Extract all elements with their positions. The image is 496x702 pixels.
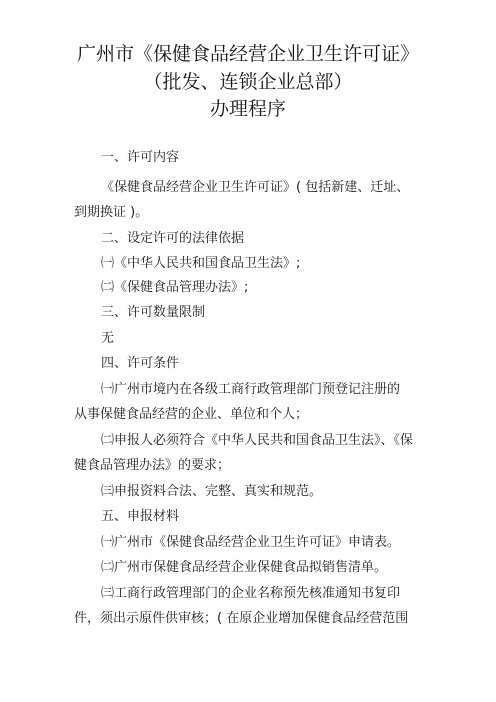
section-4-item-3: ㈢申报资料合法、完整、真实和规范。: [101, 484, 323, 499]
section-4-item-2-line-2: 健食品管理办法》的要求；: [74, 458, 231, 473]
section-5-heading: 五、申报材料: [101, 509, 180, 524]
section-5-item-3-line-2: 件，须出示原件供审核；( 在原企业增加保健食品经营范围: [74, 611, 409, 626]
section-4-item-1-line-2: 从事保健食品经营的企业、单位和个人；: [74, 407, 309, 422]
section-4-item-1-line-1: ㈠广州市境内在各级工商行政管理部门预登记注册的: [101, 382, 401, 397]
section-2-item-1: ㈠《中华人民共和国食品卫生法》;: [101, 256, 301, 271]
section-1-heading: 一、许可内容: [101, 150, 180, 165]
section-2-heading: 二、设定许可的法律依据: [101, 231, 245, 246]
section-3-body: 无: [101, 331, 115, 346]
document-title-line-1: 广州市《保健食品经营企业卫生许可证》: [76, 43, 419, 65]
document-title-line-2: （批发、连锁企业总部）: [143, 71, 353, 93]
section-4-item-2-line-1: ㈡申报人必须符合《中华人民共和国食品卫生法》、《保: [101, 433, 414, 448]
section-5-item-3-line-1: ㈢工商行政管理部门的企业名称预先核准通知书复印: [101, 586, 401, 601]
section-1-body-line-2: 到期换证 )。: [74, 205, 149, 220]
section-4-heading: 四、许可条件: [101, 356, 180, 371]
section-1-body-line-1: 《保健食品经营企业卫生许可证》( 包括新建、迁址、: [101, 180, 410, 195]
section-5-item-1: ㈠广州市《保健食品经营企业卫生许可证》申请表。: [101, 535, 401, 550]
document-title-line-3: 办理程序: [209, 98, 286, 120]
section-2-item-2: ㈡《保健食品管理办法》;: [101, 280, 249, 295]
section-5-item-2: ㈡广州市保健食品经营企业保健食品拟销售清单。: [101, 560, 388, 575]
section-3-heading: 三、许可数量限制: [101, 305, 206, 320]
